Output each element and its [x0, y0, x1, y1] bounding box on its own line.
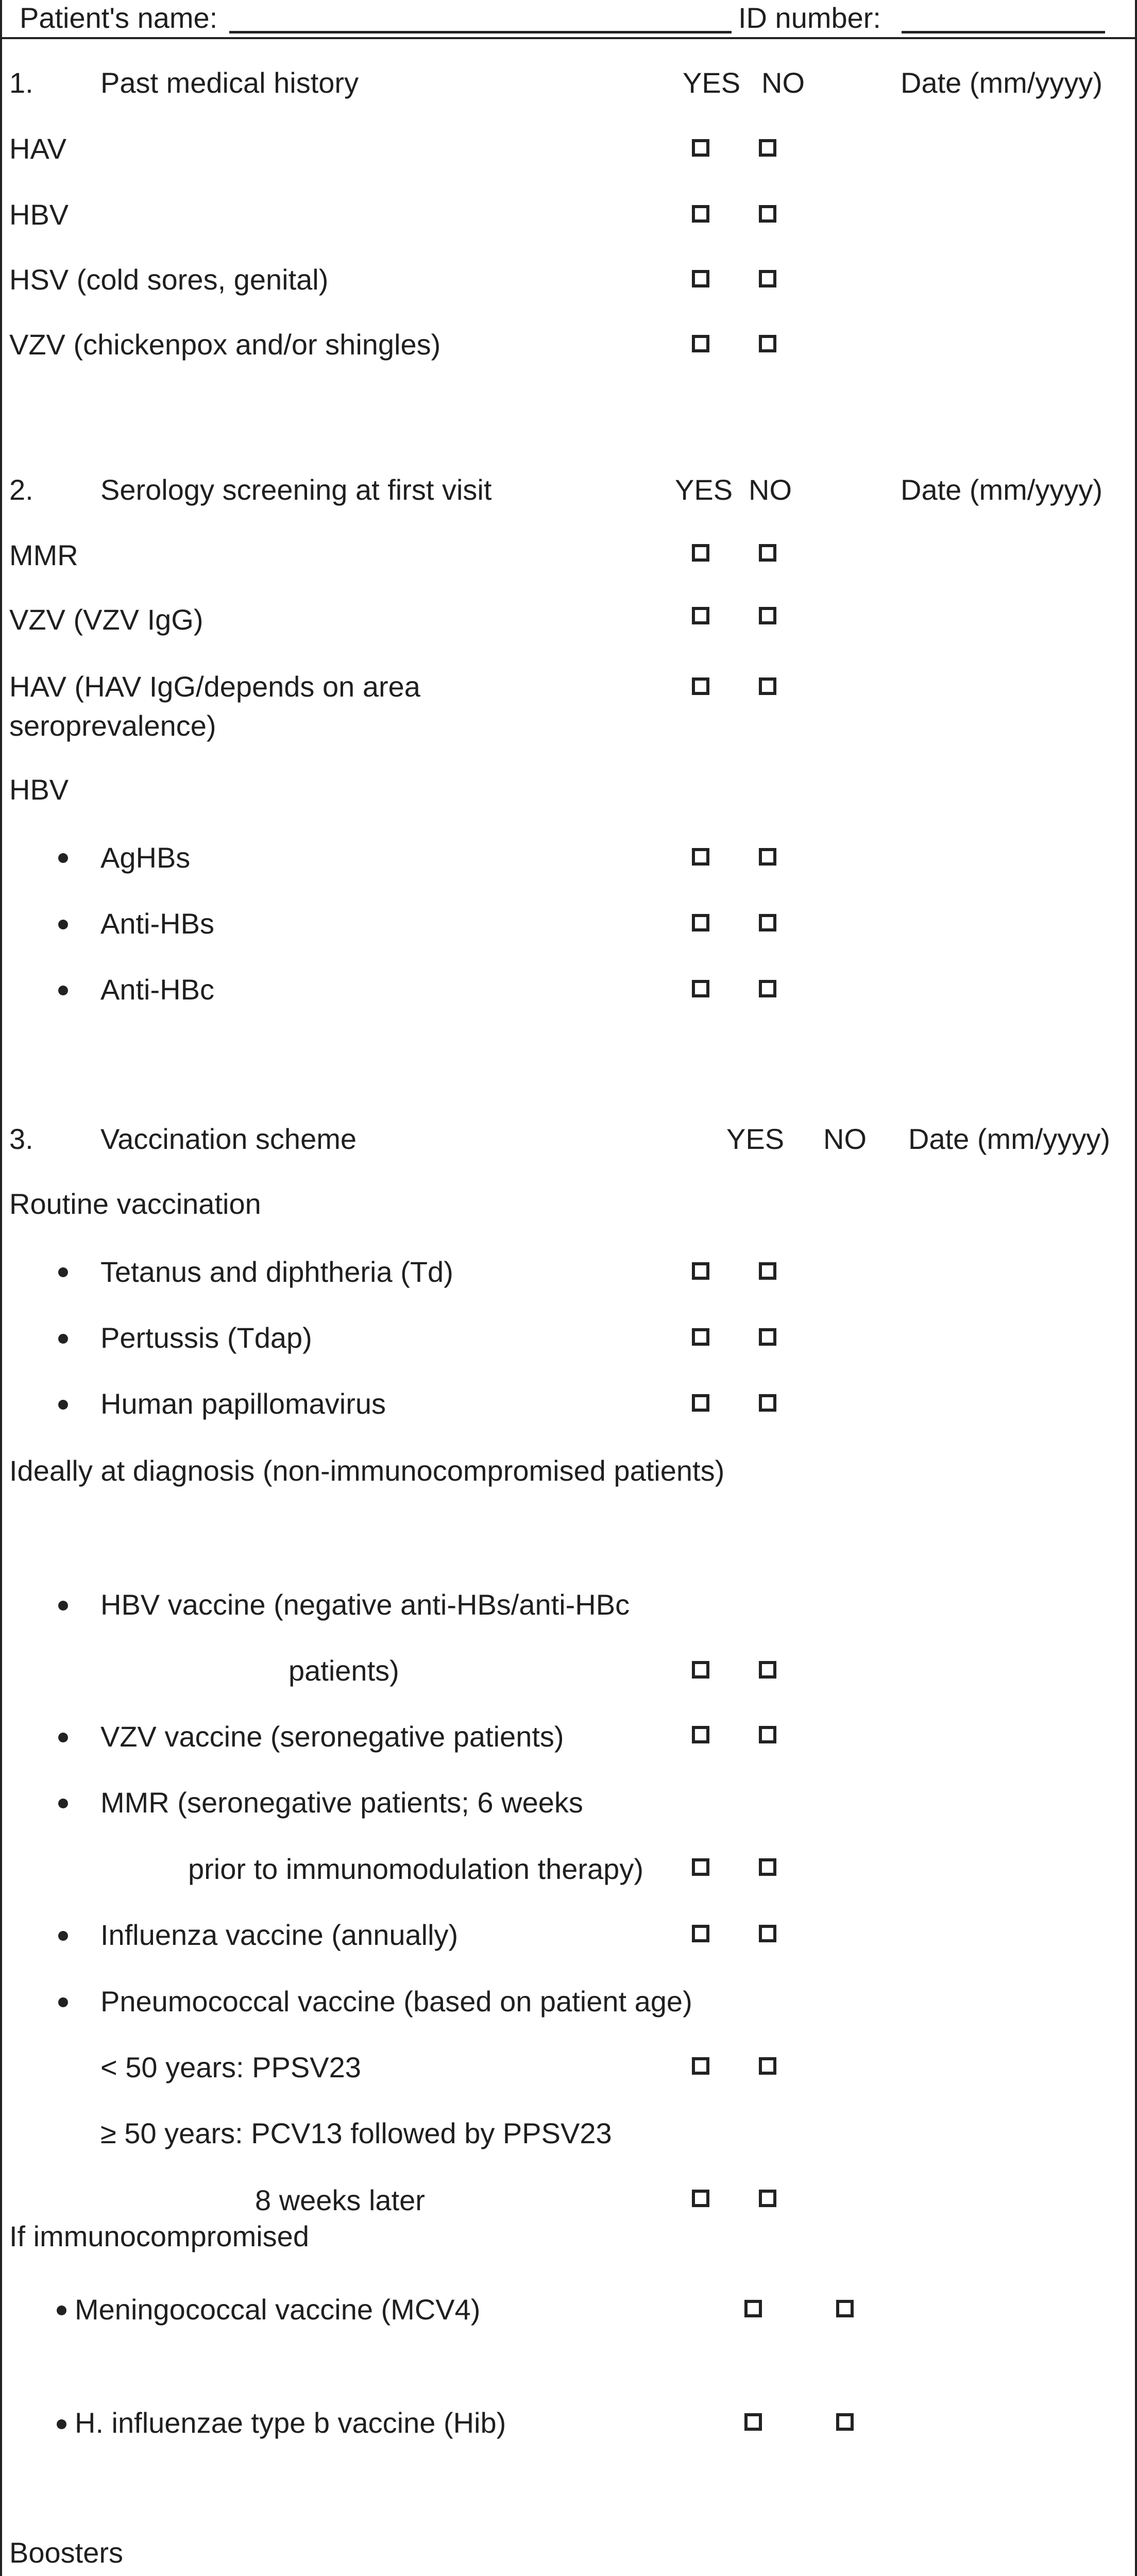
list-item: Human papillomavirus	[100, 1387, 386, 1420]
row-label: HSV (cold sores, genital)	[9, 263, 329, 296]
row-label: MMR	[9, 539, 78, 571]
no-checkbox[interactable]	[759, 1661, 776, 1679]
bullet	[58, 1400, 68, 1410]
col-no: NO	[749, 473, 792, 506]
no-checkbox[interactable]	[759, 2057, 776, 2075]
section-3-number: 3.	[9, 1123, 33, 1155]
bullet	[58, 1799, 68, 1808]
section-3-title: Vaccination scheme	[100, 1123, 357, 1155]
row-label: HAV	[9, 132, 66, 165]
list-item: VZV vaccine (seronegative patients)	[100, 1720, 564, 1753]
list-item: Influenza vaccine (annually)	[100, 1919, 459, 1951]
yes-checkbox[interactable]	[692, 1262, 709, 1280]
id-number-label: ID number:	[738, 2, 881, 34]
bullet	[58, 1931, 68, 1941]
yes-checkbox[interactable]	[692, 848, 709, 866]
subheading: Routine vaccination	[9, 1188, 261, 1220]
list-item-cont: 8 weeks later	[255, 2184, 425, 2216]
list-item-sub: < 50 years: PPSV23	[100, 2051, 361, 2083]
list-item-cont: prior to immunomodulation therapy)	[188, 1853, 643, 1885]
row-label: HAV (HAV IgG/depends on area	[9, 670, 420, 703]
col-no: NO	[823, 1123, 867, 1155]
col-yes: YES	[675, 473, 733, 506]
no-checkbox[interactable]	[759, 1262, 776, 1280]
no-checkbox[interactable]	[759, 980, 776, 997]
list-item: Pertussis (Tdap)	[100, 1321, 312, 1354]
yes-checkbox[interactable]	[692, 1661, 709, 1679]
no-checkbox[interactable]	[759, 205, 776, 223]
col-date: Date (mm/yyyy)	[901, 473, 1102, 506]
no-checkbox[interactable]	[759, 677, 776, 695]
id-number-field[interactable]	[902, 31, 1105, 33]
section-2-title: Serology screening at first visit	[100, 473, 492, 506]
yes-checkbox[interactable]	[692, 139, 709, 157]
no-checkbox[interactable]	[759, 1726, 776, 1743]
no-checkbox[interactable]	[759, 1925, 776, 1942]
col-no: NO	[761, 66, 805, 99]
header-rule	[0, 37, 1137, 39]
yes-checkbox[interactable]	[692, 205, 709, 223]
bullet	[58, 1997, 68, 2007]
no-checkbox[interactable]	[759, 2190, 776, 2207]
bullet	[58, 920, 68, 929]
bullet	[58, 986, 68, 995]
yes-checkbox[interactable]	[692, 2057, 709, 2075]
list-item: AgHBs	[100, 841, 191, 874]
no-checkbox[interactable]	[836, 2300, 854, 2317]
yes-checkbox[interactable]	[692, 2190, 709, 2207]
yes-checkbox[interactable]	[692, 544, 709, 562]
yes-checkbox[interactable]	[692, 1328, 709, 1346]
list-item: Pneumococcal vaccine (based on patient age)	[100, 1985, 692, 2018]
no-checkbox[interactable]	[759, 607, 776, 624]
list-item: Meningococcal vaccine (MCV4)	[75, 2293, 481, 2326]
no-checkbox[interactable]	[759, 139, 776, 157]
yes-checkbox[interactable]	[692, 914, 709, 931]
yes-checkbox[interactable]	[692, 1858, 709, 1876]
list-item-sub: ≥ 50 years: PCV13 followed by PPSV23	[100, 2117, 612, 2149]
bullet	[58, 1267, 68, 1277]
col-date: Date (mm/yyyy)	[901, 66, 1102, 99]
yes-checkbox[interactable]	[692, 980, 709, 997]
yes-checkbox[interactable]	[692, 607, 709, 624]
bullet	[58, 1601, 68, 1611]
yes-checkbox[interactable]	[692, 677, 709, 695]
yes-checkbox[interactable]	[692, 1925, 709, 1942]
yes-checkbox[interactable]	[692, 335, 709, 352]
section-1-title: Past medical history	[100, 66, 359, 99]
yes-checkbox[interactable]	[744, 2413, 762, 2431]
no-checkbox[interactable]	[759, 1394, 776, 1412]
subheading: Ideally at diagnosis (non-immunocompromised patients)	[9, 1454, 725, 1487]
no-checkbox[interactable]	[759, 544, 776, 562]
no-checkbox[interactable]	[759, 335, 776, 352]
table-right-border	[1135, 0, 1137, 2576]
bullet	[58, 1733, 68, 1742]
yes-checkbox[interactable]	[692, 1394, 709, 1412]
list-item: Anti-HBc	[100, 973, 214, 1006]
row-label: HBV	[9, 773, 69, 806]
bullet	[58, 1334, 68, 1344]
patient-name-label: Patient's name:	[20, 2, 218, 34]
row-label-cont: seroprevalence)	[9, 709, 216, 742]
no-checkbox[interactable]	[836, 2413, 854, 2431]
col-date: Date (mm/yyyy)	[908, 1123, 1110, 1155]
yes-checkbox[interactable]	[692, 1726, 709, 1743]
subheading: Boosters	[9, 2536, 123, 2569]
list-item-cont: patients)	[289, 1654, 399, 1687]
yes-checkbox[interactable]	[744, 2300, 762, 2317]
bullet	[58, 853, 68, 863]
no-checkbox[interactable]	[759, 914, 776, 931]
list-item: Tetanus and diphtheria (Td)	[100, 1256, 453, 1288]
no-checkbox[interactable]	[759, 1328, 776, 1346]
patient-name-field[interactable]	[229, 31, 732, 33]
col-yes: YES	[683, 66, 741, 99]
no-checkbox[interactable]	[759, 848, 776, 866]
bullet	[57, 2306, 66, 2315]
list-item: H. influenzae type b vaccine (Hib)	[75, 2406, 506, 2439]
no-checkbox[interactable]	[759, 1858, 776, 1876]
row-label: VZV (chickenpox and/or shingles)	[9, 328, 441, 361]
list-item: HBV vaccine (negative anti-HBs/anti-HBc	[100, 1588, 630, 1621]
yes-checkbox[interactable]	[692, 270, 709, 287]
col-yes: YES	[726, 1123, 785, 1155]
subheading: If immunocompromised	[9, 2220, 309, 2252]
bullet	[57, 2419, 66, 2429]
list-item: MMR (seronegative patients; 6 weeks	[100, 1786, 583, 1819]
section-1-number: 1.	[9, 66, 33, 99]
list-item: Anti-HBs	[100, 907, 214, 940]
row-label: HBV	[9, 198, 69, 231]
no-checkbox[interactable]	[759, 270, 776, 287]
section-2-number: 2.	[9, 473, 33, 506]
row-label: VZV (VZV IgG)	[9, 603, 203, 636]
table-left-border	[0, 0, 2, 2576]
